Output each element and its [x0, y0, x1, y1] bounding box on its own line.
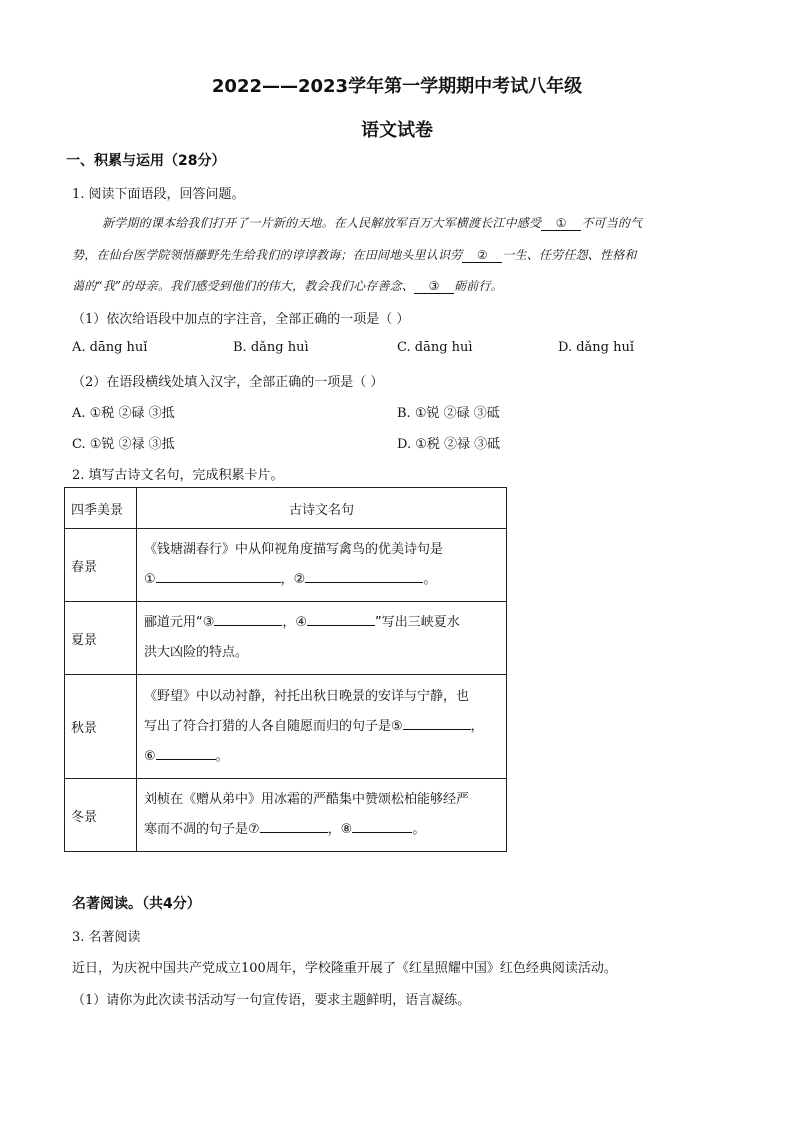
blank-number: ，⑧ — [327, 822, 353, 837]
punctuation: 。 — [412, 822, 426, 837]
cell-text: 《钱塘湖春行》中从仰视角度描写禽鸟的优美诗句是 — [144, 542, 444, 557]
section-heading: 一、积累与运用（28分） — [66, 153, 226, 169]
cell-fill-line — [144, 712, 499, 742]
blank-1: ① — [541, 216, 581, 231]
season-cell: 春景 — [65, 529, 137, 602]
cell-text: 刘桢在《赠从弟中》用冰霜的严酷集中赞颂松柏能够经严 — [144, 792, 470, 807]
option-d: D. ①税 ②禄 ③砥 — [397, 437, 501, 452]
quote-cell — [137, 602, 507, 675]
quote-cell — [137, 675, 507, 779]
section-heading: 名著阅读。（共4分） — [72, 896, 201, 912]
cell-text: 郦道元用“③ — [144, 615, 215, 630]
cell-text: 《野望》中以动衬静，衬托出秋日晚景的安详与宁静，也 — [144, 688, 470, 704]
question-3-sub-1: （1）请你为此次读书活动写一句宣传语，要求主题鲜明，语言凝练。 — [72, 993, 471, 1008]
option-b: B. ①锐 ②碌 ③砥 — [397, 406, 500, 421]
passage-text: 蔼的“我”的母亲。我们感受到他们的伟大，教会我们心存善念、 — [72, 279, 415, 293]
answer-blank — [156, 568, 281, 583]
question-3-intro: 近日，为庆祝中国共产党成立100周年，学校隆重开展了《红星照耀中国》红色经典阅读活动。 — [72, 961, 617, 976]
column-header-season: 四季美景 — [65, 488, 137, 529]
quote-cell — [137, 529, 507, 602]
column-header-quote: 古诗文名句 — [137, 488, 507, 529]
punctuation: 。 — [423, 572, 437, 587]
cell-text: 洪大凶险的特点。 — [144, 645, 249, 660]
season-cell: 冬景 — [65, 779, 137, 852]
option-b: B. dǎng huì — [233, 340, 309, 355]
accumulation-card-table — [64, 487, 507, 852]
blank-3: ③ — [414, 279, 454, 294]
sub-question-1: （1）依次给语段中加点的字注音，全部正确的一项是（ ） — [72, 312, 410, 327]
option-d: D. dǎng huǐ — [558, 340, 635, 355]
answer-blank — [156, 745, 216, 760]
punctuation: ， — [470, 718, 484, 734]
option-a: A. ①税 ②碌 ③抵 — [72, 406, 175, 421]
season-cell: 夏景 — [65, 602, 137, 675]
question-2-prompt: 2. 填写古诗文名句，完成积累卡片。 — [72, 468, 284, 483]
question-1-prompt: 1. 阅读下面语段，回答问题。 — [72, 187, 245, 202]
passage-text: 一生、任劳任怨、性格和 — [502, 248, 637, 262]
question-3-prompt: 3. 名著阅读 — [72, 930, 141, 945]
table-row — [65, 529, 507, 602]
cell-fill-line — [144, 565, 499, 595]
passage-text: 砺前行。 — [454, 279, 503, 293]
cell-fill-line — [144, 742, 499, 772]
cell-text: ”写出三峡夏水 — [375, 615, 460, 630]
sub-question-2: （2）在语段横线处填入汉字，全部正确的一项是（ ） — [72, 375, 384, 390]
blank-number: ⑥ — [144, 748, 156, 764]
passage-text: 不可当的气 — [581, 216, 643, 230]
season-cell: 秋景 — [65, 675, 137, 779]
quote-cell — [137, 779, 507, 852]
blank-2: ② — [462, 248, 502, 263]
answer-blank — [403, 715, 471, 730]
answer-blank — [352, 818, 412, 833]
answer-blank — [307, 611, 375, 626]
exam-subtitle: 语文试卷 — [361, 120, 433, 141]
blank-number: ① — [144, 572, 156, 587]
cell-fill-line — [144, 608, 499, 638]
exam-title: 2022——2023学年第一学期期中考试八年级 — [211, 76, 583, 97]
blank-number: ，④ — [282, 615, 308, 630]
cell-fill-line — [144, 815, 499, 845]
table-row — [65, 602, 507, 675]
punctuation: 。 — [215, 748, 229, 764]
answer-blank — [214, 611, 282, 626]
table-row — [65, 675, 507, 779]
cell-text: 寒而不凋的句子是⑦ — [144, 822, 260, 837]
answer-blank — [260, 818, 328, 833]
table-header-row — [65, 488, 507, 529]
passage-line-2 — [72, 246, 637, 263]
passage-line-3 — [72, 277, 503, 294]
blank-number: ，② — [280, 572, 306, 587]
answer-blank — [305, 568, 423, 583]
cell-text: 写出了符合打猎的人各自随愿而归的句子是⑤ — [144, 718, 403, 734]
option-c: C. dāng huì — [397, 340, 473, 355]
option-a: A. dāng huǐ — [72, 340, 148, 355]
table-row — [65, 779, 507, 852]
passage-text: 新学期的课本给我们打开了一片新的天地。在人民解放军百万大军横渡长江中感受 — [102, 216, 542, 230]
passage-text: 势，在仙台医学院领悟藤野先生给我们的谆谆教诲；在田间地头里认识劳 — [72, 248, 463, 262]
passage-line-1 — [102, 214, 642, 231]
option-c: C. ①锐 ②禄 ③抵 — [72, 437, 175, 452]
